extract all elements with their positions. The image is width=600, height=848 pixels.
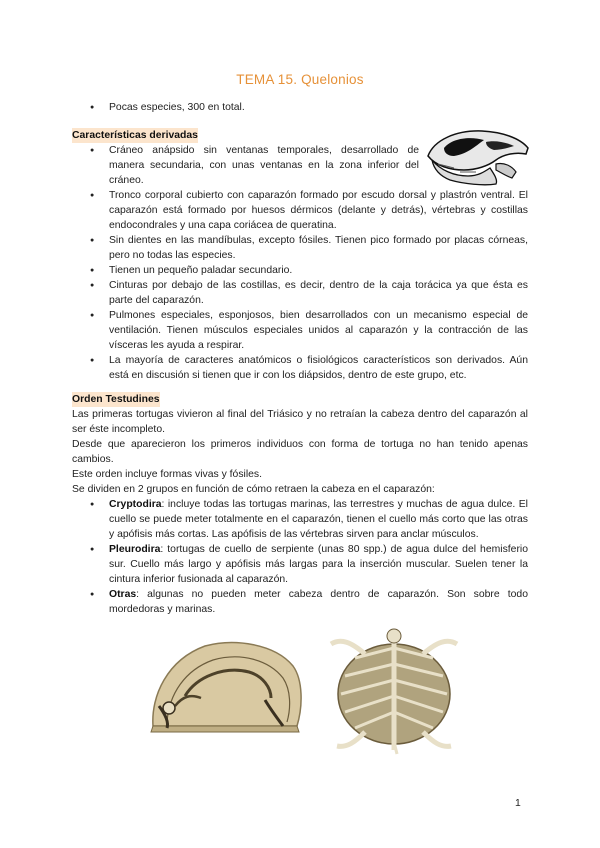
list-item: ● Cráneo anápsido sin ventanas temporales, desarrollado de manera secundaria, con unas ventanas en la zona inferior del cráneo. — [72, 143, 419, 188]
page-number: 1 — [515, 798, 521, 809]
group-term: Pleurodira — [109, 544, 161, 555]
group-item-otras: ● Otras: algunas no pueden meter cabeza dentro de caparazón. Son sobre todo mordedoras y marinas. — [72, 587, 528, 617]
paragraph: Las primeras tortugas vivieron al final del Triásico y no retraían la cabeza dentro del caparazón al ser éste incompleto. — [72, 409, 528, 435]
list-item: ● Cinturas por debajo de las costillas, es decir, dentro de la caja torácica ya que ésta es parte del caparazón. — [72, 278, 528, 308]
paragraph: Se dividen en 2 grupos en función de cómo retraen la cabeza en el caparazón: — [72, 484, 435, 495]
list-item: ● Pulmones especiales, esponjosos, bien desarrollados con un mecanismo especial de ventilación. Tienen músculos especiales unidos al caparazón y la contracción de las vísceras les ayuda a respirar. — [72, 308, 528, 353]
group-item-pleurodira: ● Pleurodira: tortugas de cuello de serpiente (unas 80 spp.) de agua dulce del hemisferio sur. Cuello más largo y apófisis más largas para la inserción muscular. Suelen tener la cintura inferior fusionada al caparazón. — [72, 542, 528, 587]
section-heading-caracteristicas: Características derivadas — [72, 130, 198, 141]
intro-list — [72, 100, 528, 115]
turtle-skeleton-side-illustration — [145, 636, 305, 738]
group-item-cryptodira: ● Cryptodira: incluye todas las tortugas marinas, las terrestres y muchas de agua dulce. El cuello se puede meter totalmente en el caparazón, tienen el cuello más corto que las otras y apófisis más cortas. Las apófisis de las vértebras sirven para anclar músculos. — [72, 497, 528, 542]
page-title: TEMA 15. Quelonios — [236, 72, 364, 87]
section-caracteristicas — [72, 128, 528, 383]
section-heading-testudines: Orden Testudines — [72, 394, 160, 405]
paragraph: Este orden incluye formas vivas y fósiles. — [72, 469, 262, 480]
group-term: Cryptodira — [109, 499, 162, 510]
list-item: ● Tronco corporal cubierto con caparazón formado por escudo dorsal y plastrón ventral. El caparazón está formado por huesos dérmicos (delante y detrás), vértebras y costillas endocondrales y una capa coriácea de queratina. — [72, 188, 528, 233]
list-item: ● Sin dientes en las mandíbulas, excepto fósiles. Tienen pico formado por placas córneas, pero no todas las especies. — [72, 233, 528, 263]
intro-bullet: ● Pocas especies, 300 en total. — [72, 100, 528, 115]
group-term: Otras — [109, 589, 137, 600]
list-item: ● La mayoría de caracteres anatómicos o fisiológicos característicos son derivados. Aún está en discusión si tienen que ir con los diápsidos, dentro de este grupo, etc. — [72, 353, 528, 383]
section-testudines — [72, 392, 528, 617]
turtle-skeleton-top-illustration — [325, 628, 463, 756]
list-item: ● Tienen un pequeño paladar secundario. — [72, 263, 528, 278]
paragraph: Desde que aparecieron los primeros individuos con forma de tortuga no han tenido apenas cambios. — [72, 439, 528, 465]
